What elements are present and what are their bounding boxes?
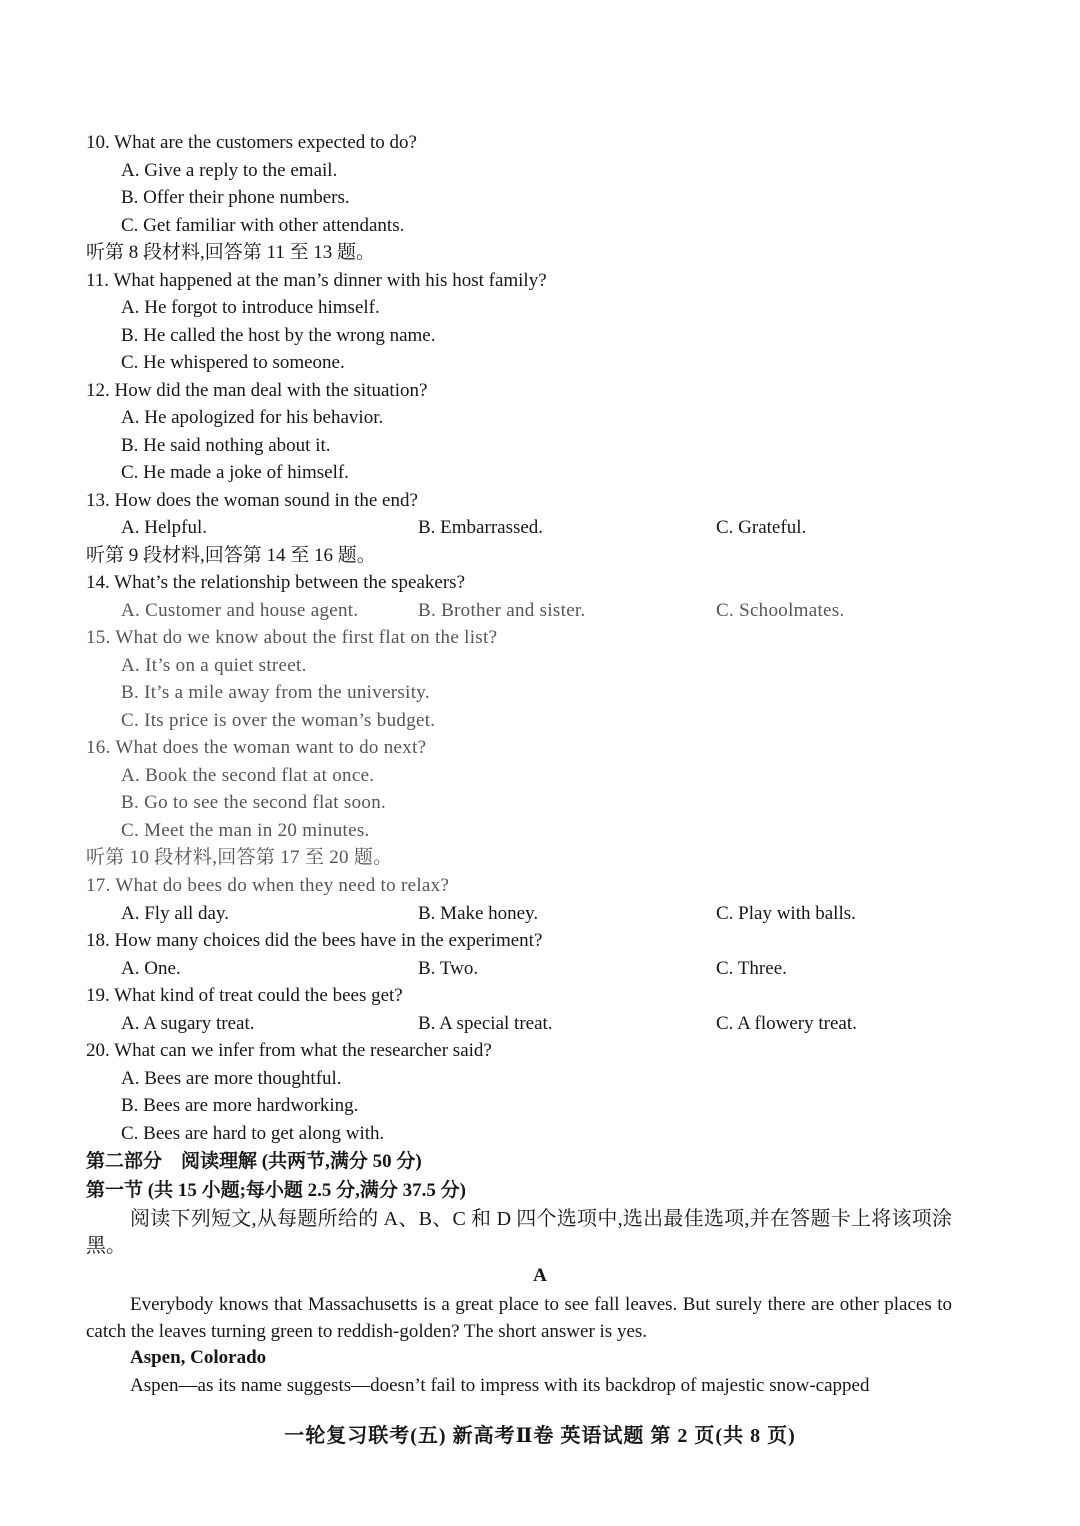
question-12-option-c: C. He made a joke of himself. [121, 462, 349, 483]
question-13-option-b: B. Embarrassed. [418, 517, 544, 538]
question-20-option-b: B. Bees are more hardworking. [121, 1095, 359, 1116]
question-18-option-b: B. Two. [418, 958, 479, 979]
question-17-option-a: A. Fly all day. [121, 903, 230, 924]
question-15-option-b: B. It’s a mile away from the university. [121, 682, 430, 703]
listening-instruction-8: 听第 8 段材料,回答第 11 至 13 题。 [86, 242, 376, 263]
question-18-stem: 18. How many choices did the bees have in the experiment? [86, 930, 543, 951]
question-12-stem: 12. How did the man deal with the situation? [86, 380, 428, 401]
question-10-option-a: A. Give a reply to the email. [121, 160, 338, 181]
question-10-option-b: B. Offer their phone numbers. [121, 187, 350, 208]
passage-paragraph-1: Everybody knows that Massachusetts is a great place to see fall leaves. But surely there are other places to catch the leaves turning green to reddish-golden? The short answer is yes. [86, 1294, 952, 1342]
question-13-option-c: C. Grateful. [716, 517, 807, 538]
listening-instruction-10: 听第 10 段材料,回答第 17 至 20 题。 [86, 847, 393, 868]
question-14-option-c: C. Schoolmates. [716, 600, 845, 621]
passage-paragraph-2: Aspen—as its name suggests—doesn’t fail to impress with its backdrop of majestic snow-capped [130, 1375, 870, 1396]
question-20-stem: 20. What can we infer from what the researcher said? [86, 1040, 492, 1061]
section-1-heading: 第一节 (共 15 小题;每小题 2.5 分,满分 37.5 分) [86, 1180, 466, 1201]
question-13-stem: 13. How does the woman sound in the end? [86, 490, 418, 511]
question-15-option-a: A. It’s on a quiet street. [121, 655, 307, 676]
question-11-stem: 11. What happened at the man’s dinner with his host family? [86, 270, 547, 291]
question-19-option-a: A. A sugary treat. [121, 1013, 255, 1034]
passage-subheading: Aspen, Colorado [130, 1347, 267, 1368]
listening-instruction-9: 听第 9 段材料,回答第 14 至 16 题。 [86, 545, 376, 566]
question-10-stem: 10. What are the customers expected to do? [86, 132, 417, 153]
question-11-option-a: A. He forgot to introduce himself. [121, 297, 380, 318]
question-19-option-c: C. A flowery treat. [716, 1013, 857, 1034]
question-11-option-b: B. He called the host by the wrong name. [121, 325, 436, 346]
question-12-option-a: A. He apologized for his behavior. [121, 407, 384, 428]
question-18-option-a: A. One. [121, 958, 181, 979]
page-footer: 一轮复习联考(五) 新高考Ⅱ卷 英语试题 第 2 页(共 8 页) [284, 1425, 796, 1447]
question-20-option-a: A. Bees are more thoughtful. [121, 1068, 342, 1089]
question-17-stem: 17. What do bees do when they need to relax? [86, 875, 450, 896]
question-11-option-c: C. He whispered to someone. [121, 352, 345, 373]
question-19-option-b: B. A special treat. [418, 1013, 553, 1034]
question-19-stem: 19. What kind of treat could the bees get? [86, 985, 403, 1006]
question-20-option-c: C. Bees are hard to get along with. [121, 1123, 385, 1144]
question-15-stem: 15. What do we know about the first flat on the list? [86, 627, 498, 648]
question-16-option-a: A. Book the second flat at once. [121, 765, 375, 786]
question-16-option-b: B. Go to see the second flat soon. [121, 792, 387, 813]
question-15-option-c: C. Its price is over the woman’s budget. [121, 710, 436, 731]
question-14-stem: 14. What’s the relationship between the speakers? [86, 572, 465, 593]
question-16-option-c: C. Meet the man in 20 minutes. [121, 820, 370, 841]
question-16-stem: 16. What does the woman want to do next? [86, 737, 427, 758]
question-14-option-b: B. Brother and sister. [418, 600, 586, 621]
question-17-option-c: C. Play with balls. [716, 903, 856, 924]
question-13-option-a: A. Helpful. [121, 517, 208, 538]
passage-letter: A [533, 1265, 547, 1286]
question-17-option-b: B. Make honey. [418, 903, 539, 924]
part-2-heading: 第二部分 阅读理解 (共两节,满分 50 分) [86, 1151, 422, 1172]
question-18-option-c: C. Three. [716, 958, 787, 979]
question-14-option-a: A. Customer and house agent. [121, 600, 359, 621]
question-12-option-b: B. He said nothing about it. [121, 435, 331, 456]
reading-instruction: 阅读下列短文,从每题所给的 A、B、C 和 D 四个选项中,选出最佳选项,并在答题卡上将该项涂黑。 [86, 1208, 952, 1257]
question-10-option-c: C. Get familiar with other attendants. [121, 215, 405, 236]
